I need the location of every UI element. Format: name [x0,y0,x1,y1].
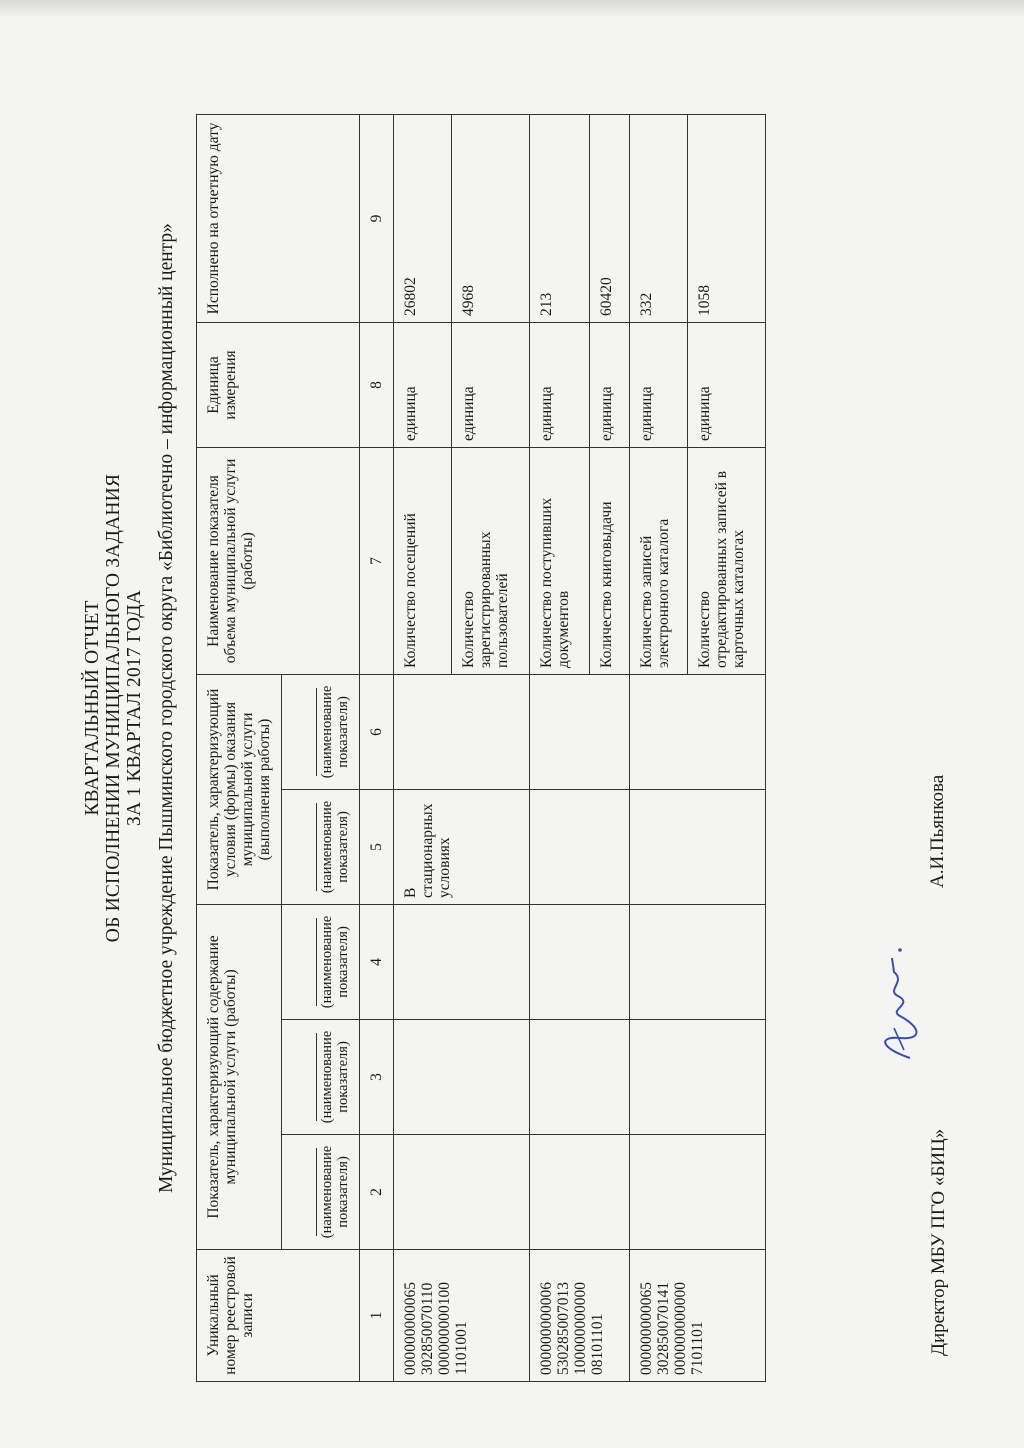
column-number: 7 [360,447,394,674]
unit-value: единица [630,322,688,447]
column-number: 6 [360,674,394,789]
header-executed: Исполнено на отчетную дату [197,114,360,322]
executed-value: 332 [630,114,688,322]
subheader-2: (наименование показателя) [282,1135,360,1250]
header-conditions-group: Показатель, характеризующий условия (формы) оказания муниципальной услуги (выполнения работы) [197,674,282,904]
column-number: 2 [360,1135,394,1250]
empty-cell [530,904,630,1019]
empty-cell [394,1135,530,1250]
empty-cell [394,674,530,789]
executed-value: 1058 [688,114,766,322]
header-indicator-name: Наименование показателя объема муниципальной услуги (работы) [197,447,360,674]
registry-number: 000000000065 302850070141 000000000000 7101101 [630,1250,766,1382]
empty-cell [394,904,530,1019]
empty-cell [630,674,766,789]
director-name: А.И.Пьянкова [927,774,948,888]
empty-cell [530,1020,630,1135]
empty-cell [630,904,766,1019]
empty-cell [530,1135,630,1250]
report-table [196,114,766,1382]
subheader-5: (наименование показателя) [282,789,360,904]
unit-value: единица [590,322,630,447]
indicator-name: Количество поступивших документов [530,447,590,674]
organization-name: Муниципальное бюджетное учреждение Пышминского городского округа «Библиотечно – информационный центр» [156,223,177,1193]
executed-value: 213 [530,114,590,322]
subheader-3: (наименование показателя) [282,1020,360,1135]
registry-number: 000000000006 530285007013 100000000000 08101101 [530,1250,630,1382]
condition-value: В стационарных условиях [394,789,530,904]
header-unit: Единица измерения [197,322,360,447]
registry-number: 000000000065 302850070110 000000000100 1101001 [394,1250,530,1382]
header-content-group: Показатель, характеризующий содержание муниципальной услуги (работы) [197,904,282,1249]
table-row [530,114,590,1381]
empty-cell [530,674,630,789]
title-line-2: ОБ ИСПОЛНЕНИИ МУНИЦИПАЛЬНОГО ЗАДАНИЯ [103,473,124,943]
unit-value: единица [394,322,452,447]
column-number: 8 [360,322,394,447]
indicator-name: Количество зарегистрированных пользователей [452,447,530,674]
indicator-name: Количество книговыдачи [590,447,630,674]
empty-cell [630,1020,766,1135]
empty-cell [630,1135,766,1250]
unit-value: единица [452,322,530,447]
unit-value: единица [688,322,766,447]
column-number-row [360,114,394,1381]
executed-value: 60420 [590,114,630,322]
column-number: 4 [360,904,394,1019]
executed-value: 26802 [394,114,452,322]
column-number: 5 [360,789,394,904]
report-title [82,58,145,1358]
column-number: 1 [360,1250,394,1382]
executed-value: 4968 [452,114,530,322]
unit-value: единица [530,322,590,447]
title-line-1: КВАРТАЛЬНЫЙ ОТЧЕТ [82,600,103,816]
header-row-1 [197,114,282,1381]
table-row [394,114,452,1381]
column-number: 9 [360,114,394,322]
column-number: 3 [360,1020,394,1135]
indicator-name: Количество посещений [394,447,452,674]
director-label: Директор МБУ ПГО «БИЦ» [928,1128,949,1356]
indicator-name: Количество отредактированных записей в карточных каталогах [688,447,766,674]
subheader-6: (наименование показателя) [282,674,360,789]
condition-value [530,789,630,904]
table-row [630,114,688,1381]
empty-cell [394,1020,530,1135]
condition-value [630,789,766,904]
signature-icon [870,938,930,1068]
header-registry: Уникальный номер реестровой записи [197,1250,360,1382]
subheader-4: (наименование показателя) [282,904,360,1019]
title-line-3: ЗА 1 КВАРТАЛ 2017 ГОДА [124,590,145,826]
indicator-name: Количество записей электронного каталога [630,447,688,674]
